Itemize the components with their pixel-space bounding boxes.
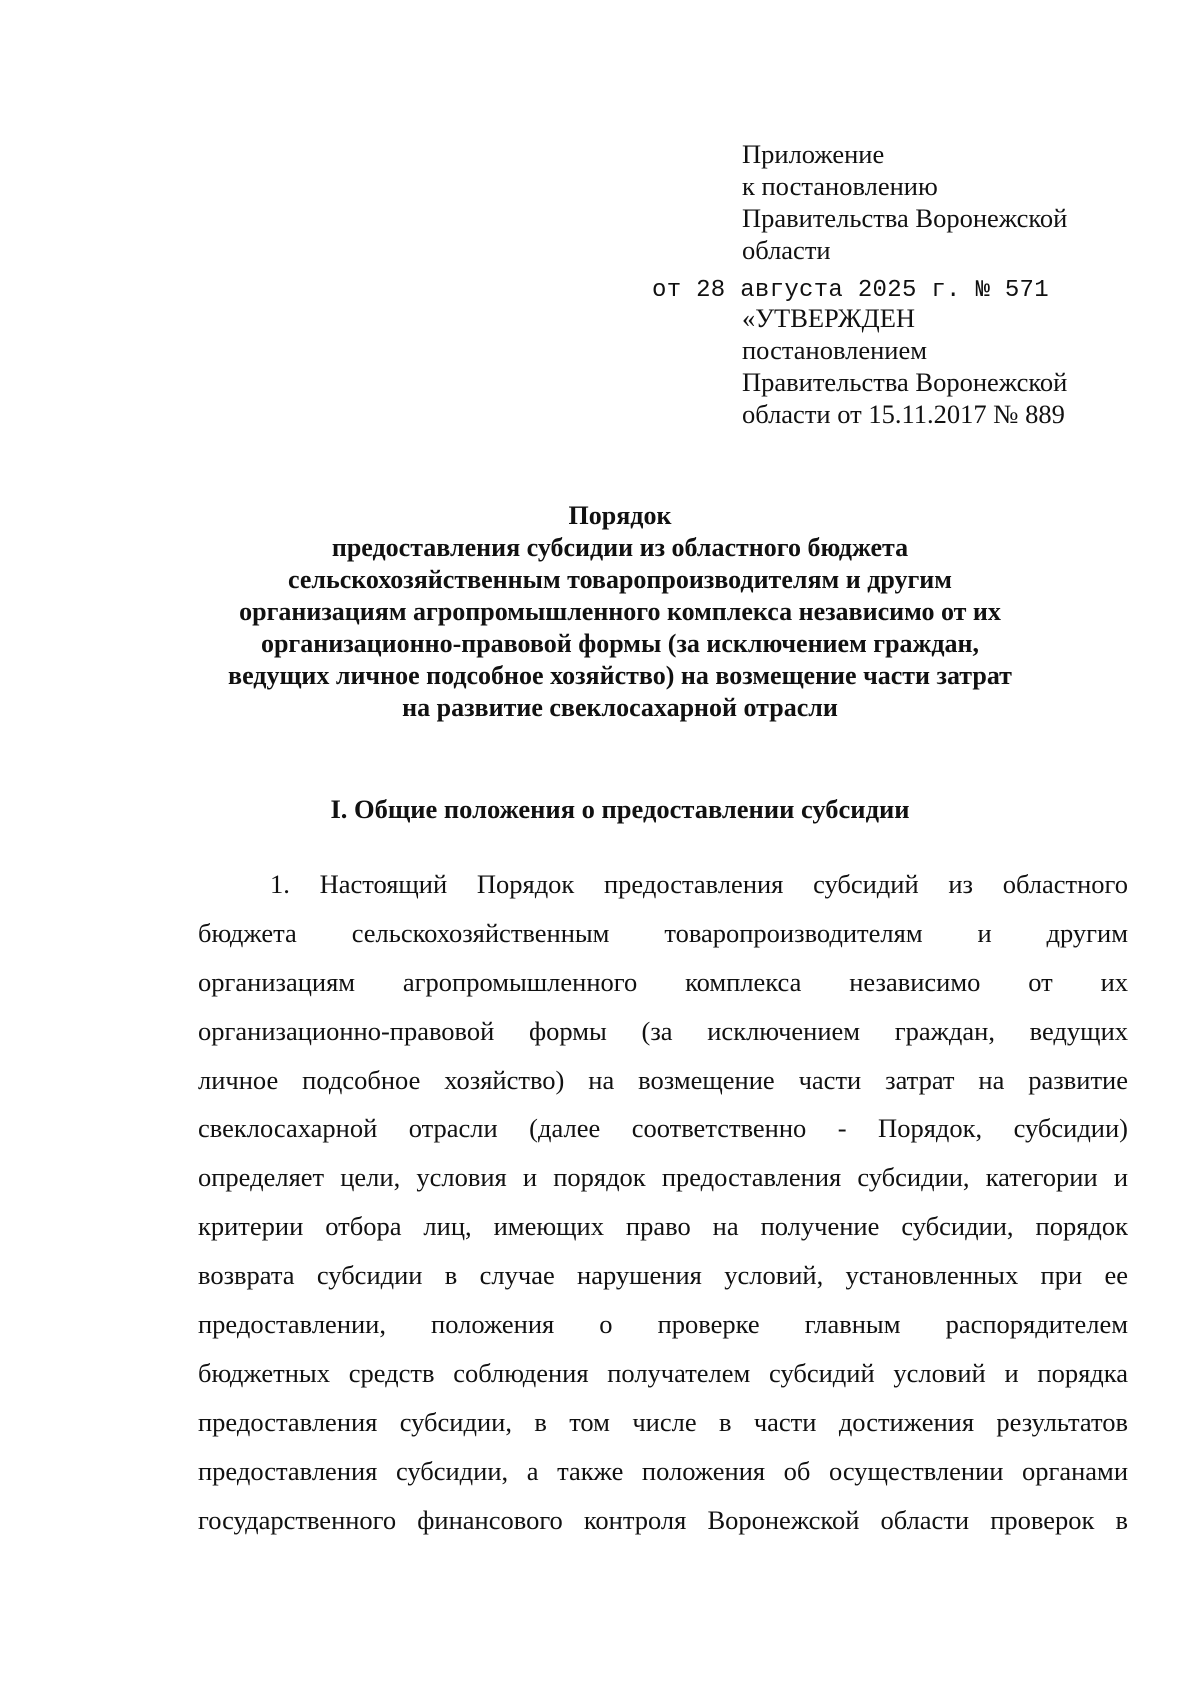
title-line: на развитие свеклосахарной отрасли (402, 693, 838, 722)
annex-line: Правительства Воронежской (742, 203, 1068, 233)
approval-line: Правительства Воронежской (742, 367, 1068, 397)
paragraph-line: предоставления субсидии, в том числе в части достижения результатов (198, 1406, 1128, 1437)
approval-line: постановлением (742, 335, 927, 365)
paragraph-line: личное подсобное хозяйство) на возмещение части затрат на развитие (198, 1064, 1128, 1095)
registration-stamp: от 28 августа 2025 г. № 571 (652, 277, 1049, 304)
paragraph-line: 1. Настоящий Порядок предоставления субсидий из областного (270, 869, 1128, 899)
annex-line: Приложение (742, 139, 885, 169)
title-line: Порядок (568, 501, 672, 530)
annex-line: области (742, 235, 831, 265)
paragraph-line: бюджета сельскохозяйственным товаропроизводителям и другим (198, 917, 1128, 948)
title-line: организационно-правовой формы (за исключением граждан, (260, 629, 980, 658)
title-line: организациям агропромышленного комплекса независимо от их (239, 597, 1001, 626)
approval-block (742, 302, 1067, 430)
paragraph-line: предоставления субсидии, а также положения об осуществлении органами (198, 1455, 1128, 1486)
document-title (180, 500, 1060, 724)
paragraph-line: критерии отбора лиц, имеющих право на получение субсидии, порядок (198, 1211, 1128, 1242)
paragraph-line: свеклосахарной отрасли (далее соответственно - Порядок, субсидии) (198, 1113, 1128, 1144)
paragraph-line: возврата субсидии в случае нарушения условий, установленных при ее (198, 1260, 1128, 1291)
approval-line: области от 15.11.2017 № 889 (742, 399, 1065, 429)
section-heading: I. Общие положения о предоставлении субсидии (330, 794, 910, 824)
paragraph-line: организациям агропромышленного комплекса независимо от их (198, 966, 1128, 997)
paragraph-line: определяет цели, условия и порядок предоставления субсидии, категории и (198, 1162, 1128, 1193)
title-line: ведущих личное подсобное хозяйство) на возмещение части затрат (228, 661, 1012, 690)
annex-line: к постановлению (742, 171, 938, 201)
paragraph-line: государственного финансового контроля Воронежской области проверок в (198, 1504, 1128, 1535)
paragraph-line: организационно-правовой формы (за исключением граждан, ведущих (198, 1015, 1128, 1046)
title-line: предоставления субсидии из областного бюджета (331, 533, 909, 562)
paragraph-line: предоставлении, положения о проверке главным распорядителем (198, 1309, 1128, 1340)
paragraph-1 (198, 860, 1128, 1544)
paragraph-line: бюджетных средств соблюдения получателем субсидий условий и порядка (198, 1357, 1128, 1388)
annex-header (742, 138, 1067, 266)
approval-line: «УТВЕРЖДЕН (742, 303, 916, 333)
title-line: сельскохозяйственным товаропроизводителям и другим (288, 565, 952, 594)
